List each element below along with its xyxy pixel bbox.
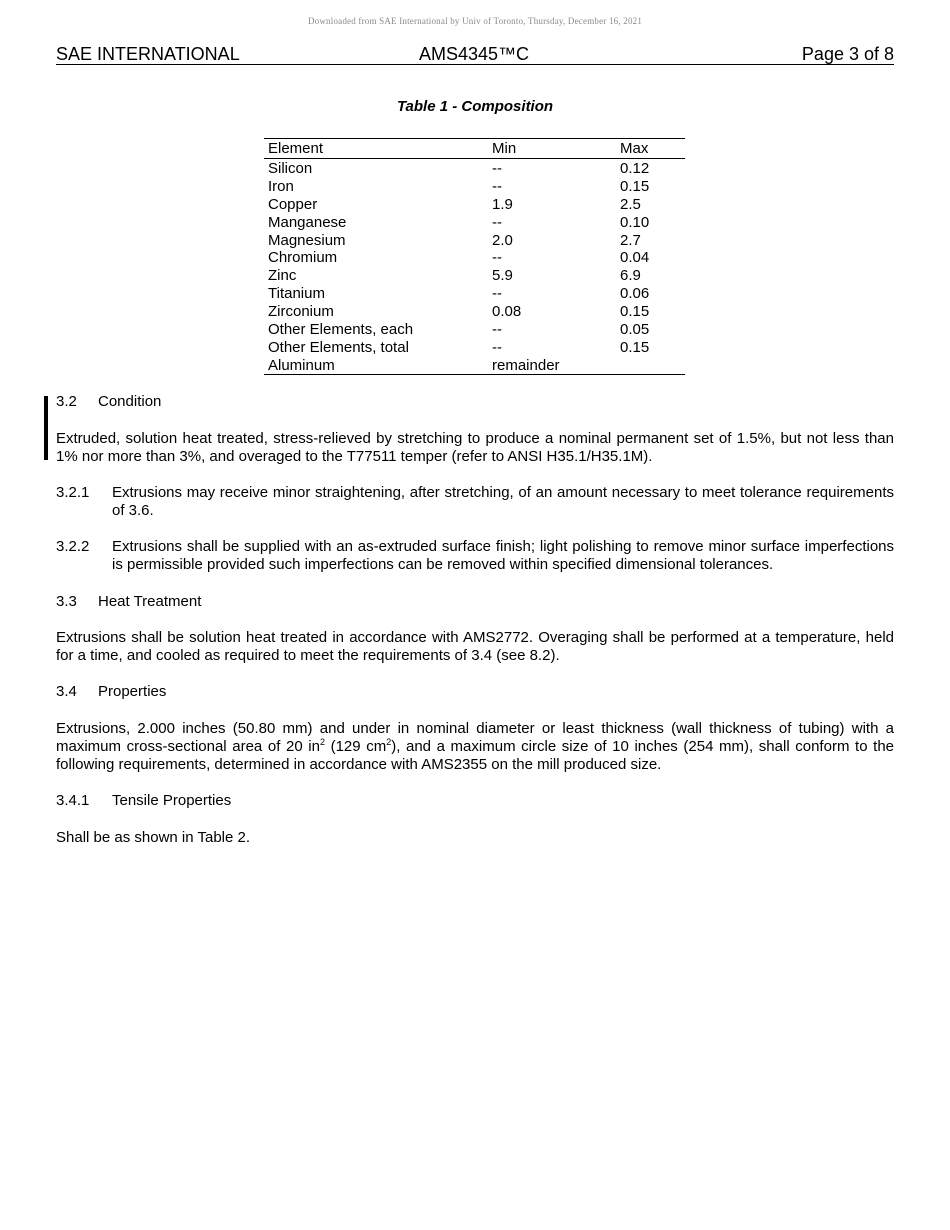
header-org: SAE INTERNATIONAL bbox=[56, 44, 240, 64]
cell-element: Other Elements, each bbox=[268, 321, 414, 339]
cell-min: remainder bbox=[492, 356, 560, 374]
cell-max: 0.05 bbox=[620, 321, 650, 339]
section-3-4-body bbox=[56, 720, 894, 774]
cell-min: -- bbox=[492, 160, 502, 177]
cell-min: -- bbox=[492, 321, 502, 339]
cell-max: 0.15 bbox=[620, 303, 650, 321]
section-3-4-1-body: Shall be as shown in Table 2. bbox=[56, 829, 251, 846]
section-title: Properties bbox=[98, 683, 167, 700]
header-max: Max bbox=[620, 140, 649, 157]
cell-element: Zinc bbox=[268, 267, 297, 285]
header-min: Min bbox=[492, 140, 517, 157]
section-3-4-heading bbox=[56, 683, 894, 701]
table-row bbox=[264, 231, 685, 249]
cell-max: 0.10 bbox=[620, 213, 650, 231]
section-title: Tensile Properties bbox=[112, 792, 232, 809]
page-header bbox=[56, 44, 894, 65]
cell-min: 1.9 bbox=[492, 195, 513, 213]
section-3-2-2 bbox=[56, 538, 894, 574]
section-3-3-heading bbox=[56, 593, 894, 611]
section-number: 3.2 bbox=[56, 393, 77, 410]
table-row bbox=[264, 356, 685, 374]
section-3-4-1-heading bbox=[56, 792, 894, 810]
subsection-number: 3.2.2 bbox=[56, 538, 90, 555]
section-number: 3.4.1 bbox=[56, 792, 90, 809]
superscript: 2 bbox=[319, 737, 325, 747]
cell-max: 0.12 bbox=[620, 160, 650, 177]
section-number: 3.3 bbox=[56, 593, 77, 610]
table-row bbox=[264, 195, 685, 213]
table-row bbox=[264, 266, 685, 284]
header-doc-number: AMS4345™C bbox=[419, 44, 530, 64]
cell-element: Copper bbox=[268, 195, 318, 213]
cell-min: 5.9 bbox=[492, 267, 513, 285]
table1-title: Table 1 - Composition bbox=[396, 98, 554, 115]
body-text: Extrusions, 2.000 inches (50.80 mm) and under in nominal diameter or least thickness (wall thickness of tubing) with a maximum cross-sectional area of 20 in bbox=[56, 720, 894, 755]
table-row bbox=[264, 284, 685, 302]
table-row bbox=[264, 320, 685, 338]
table-row bbox=[264, 302, 685, 320]
cell-element: Silicon bbox=[268, 160, 313, 177]
cell-min: -- bbox=[492, 213, 502, 231]
table-row bbox=[264, 159, 685, 177]
cell-min: -- bbox=[492, 177, 502, 195]
section-number: 3.4 bbox=[56, 683, 77, 700]
body-text: ), and a maximum circle size of 10 inches (254 mm), shall conform to the following requirements, determined in accordance with AMS2355 on the mill produced size. bbox=[56, 738, 895, 773]
cell-element: Iron bbox=[268, 177, 294, 195]
table-row bbox=[264, 338, 685, 356]
cell-element: Aluminum bbox=[268, 356, 335, 374]
download-watermark: Downloaded from SAE International by Univ of Toronto, Thursday, December 16, 2021 bbox=[307, 16, 643, 26]
table-row bbox=[264, 177, 685, 195]
table-row bbox=[264, 213, 685, 231]
cell-element: Manganese bbox=[268, 213, 347, 231]
section-3-3-body: Extrusions shall be solution heat treated in accordance with AMS2772. Overaging shall be performed at a temperature, held for a time, and cooled as required to meet the requirements of 3.4 (see 8.2). bbox=[56, 629, 894, 664]
subsection-text: Extrusions shall be supplied with an as-extruded surface finish; light polishing to remove minor surface imperfections is permissible provided such imperfections can be removed within specified dimensional tolerances. bbox=[112, 538, 894, 573]
cell-element: Titanium bbox=[268, 285, 325, 303]
revision-change-bar bbox=[44, 396, 48, 460]
subsection-text: Extrusions may receive minor straightening, after stretching, of an amount necessary to meet tolerance requirements of 3.6. bbox=[112, 484, 894, 519]
cell-max: 0.15 bbox=[620, 177, 650, 195]
cell-max: 0.15 bbox=[620, 338, 650, 356]
cell-min: -- bbox=[492, 338, 502, 356]
cell-min: 0.08 bbox=[492, 303, 522, 321]
header-page-number: Page 3 of 8 bbox=[801, 44, 894, 64]
section-3-2-1 bbox=[56, 484, 894, 520]
superscript: 2 bbox=[386, 737, 392, 747]
section-title: Condition bbox=[98, 393, 162, 410]
table-row bbox=[264, 248, 685, 266]
cell-max: 2.5 bbox=[620, 195, 641, 213]
cell-element: Zirconium bbox=[268, 303, 334, 321]
cell-max: 0.06 bbox=[620, 285, 650, 303]
cell-max: 6.9 bbox=[620, 267, 641, 285]
section-title: Heat Treatment bbox=[98, 593, 202, 610]
header-element: Element bbox=[268, 140, 324, 157]
cell-element: Magnesium bbox=[268, 231, 346, 249]
section-3-2-heading bbox=[56, 393, 894, 411]
cell-min: -- bbox=[492, 249, 502, 267]
cell-min: -- bbox=[492, 285, 502, 303]
cell-element: Chromium bbox=[268, 249, 338, 267]
cell-max: 0.04 bbox=[620, 249, 650, 267]
section-3-2-body: Extruded, solution heat treated, stress-relieved by stretching to produce a nominal permanent set of 1.5%, but not less than 1% nor more than 3%, and overaged to the T77511 temper (refer to ANSI H35.1/H35.1M). bbox=[56, 430, 894, 465]
table-header-row bbox=[264, 139, 685, 159]
body-text: (129 cm bbox=[324, 738, 387, 755]
cell-element: Other Elements, total bbox=[268, 338, 409, 356]
subsection-number: 3.2.1 bbox=[56, 484, 90, 501]
cell-max: 2.7 bbox=[620, 231, 641, 249]
composition-table bbox=[264, 138, 685, 375]
cell-min: 2.0 bbox=[492, 231, 513, 249]
